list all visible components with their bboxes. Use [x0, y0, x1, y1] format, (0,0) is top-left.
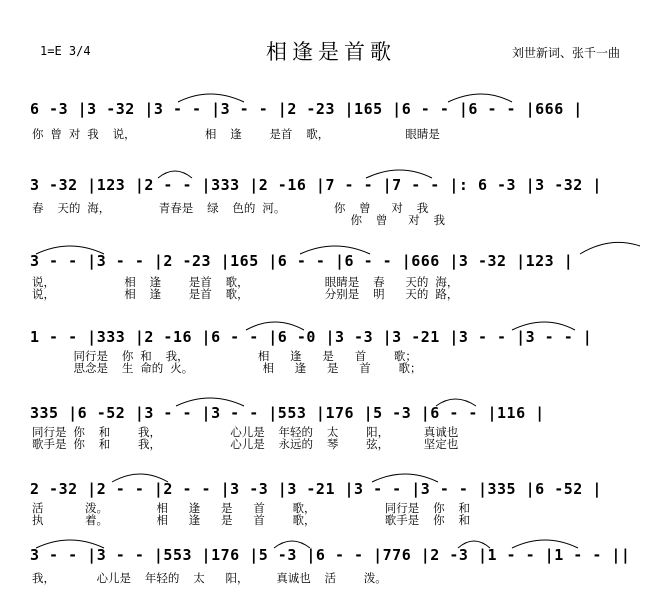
notes-row: 335 |6 -52 |3 - - |3 - - |553 |176 |5 -3 |6 - - |116 | [30, 404, 545, 422]
notes-row: 3 -32 |123 |2 - - |333 |2 -16 |7 - - |7 - - |: 6 -3 |3 -32 | [30, 176, 602, 194]
lyrics-line: 你 曾 对 我 [32, 213, 445, 227]
lyrics-line: 同行是 你 和 我， 相 逢 是 首 歌； [32, 349, 417, 363]
credit: 刘世新词、张千一曲 [511, 46, 620, 60]
lyrics-line: 思念是 生 命的 火。 相 逢 是 首 歌； [32, 361, 422, 375]
lyrics-line: 执 着。 相 逢 是 首 歌， 歌手是 你 和 [32, 513, 470, 527]
lyrics-line: 你 曾 对 我 说， 相 逢 是首 歌， 眼睛是 [32, 127, 440, 141]
slur [580, 242, 640, 254]
lyrics-line: 活 泼。 相 逢 是 首 歌， 同行是 你 和 [32, 501, 470, 515]
notes-row: 6 -3 |3 -32 |3 - - |3 - - |2 -23 |165 |6 - - |6 - - |666 | [30, 100, 583, 118]
lyrics-line: 说， 相 逢 是首 歌， 分别是 明 天的 路， [32, 287, 459, 301]
key-signature: 1=E 3/4 [40, 44, 91, 58]
lyrics-line: 说， 相 逢 是首 歌， 眼睛是 春 天的 海， [32, 275, 459, 289]
song-title: 相逢是首歌 [266, 40, 396, 64]
lyrics-line: 春 天的 海， 青春是 绿 色的 河。 你 曾 对 我 [32, 201, 429, 215]
notes-row: 3 - - |3 - - |2 -23 |165 |6 - - |6 - - |666 |3 -32 |123 | [30, 252, 574, 270]
lyrics-line: 歌手是 你 和 我， 心儿是 永远的 琴 弦， 坚定也 [32, 437, 459, 451]
notes-row: 3 - - |3 - - |553 |176 |5 -3 |6 - - |776 |2 -3 |1 - - |1 - - || [30, 546, 631, 564]
lyrics-line: 我， 心儿是 年轻的 太 阳， 真诚也 活 泼。 [32, 571, 387, 585]
notes-row: 1 - - |333 |2 -16 |6 - - |6 -0 |3 -3 |3 -21 |3 - - |3 - - | [30, 328, 593, 346]
notes-row: 2 -32 |2 - - |2 - - |3 -3 |3 -21 |3 - - |3 - - |335 |6 -52 | [30, 480, 602, 498]
lyrics-line: 同行是 你 和 我， 心儿是 年轻的 太 阳， 真诚也 [32, 425, 459, 439]
